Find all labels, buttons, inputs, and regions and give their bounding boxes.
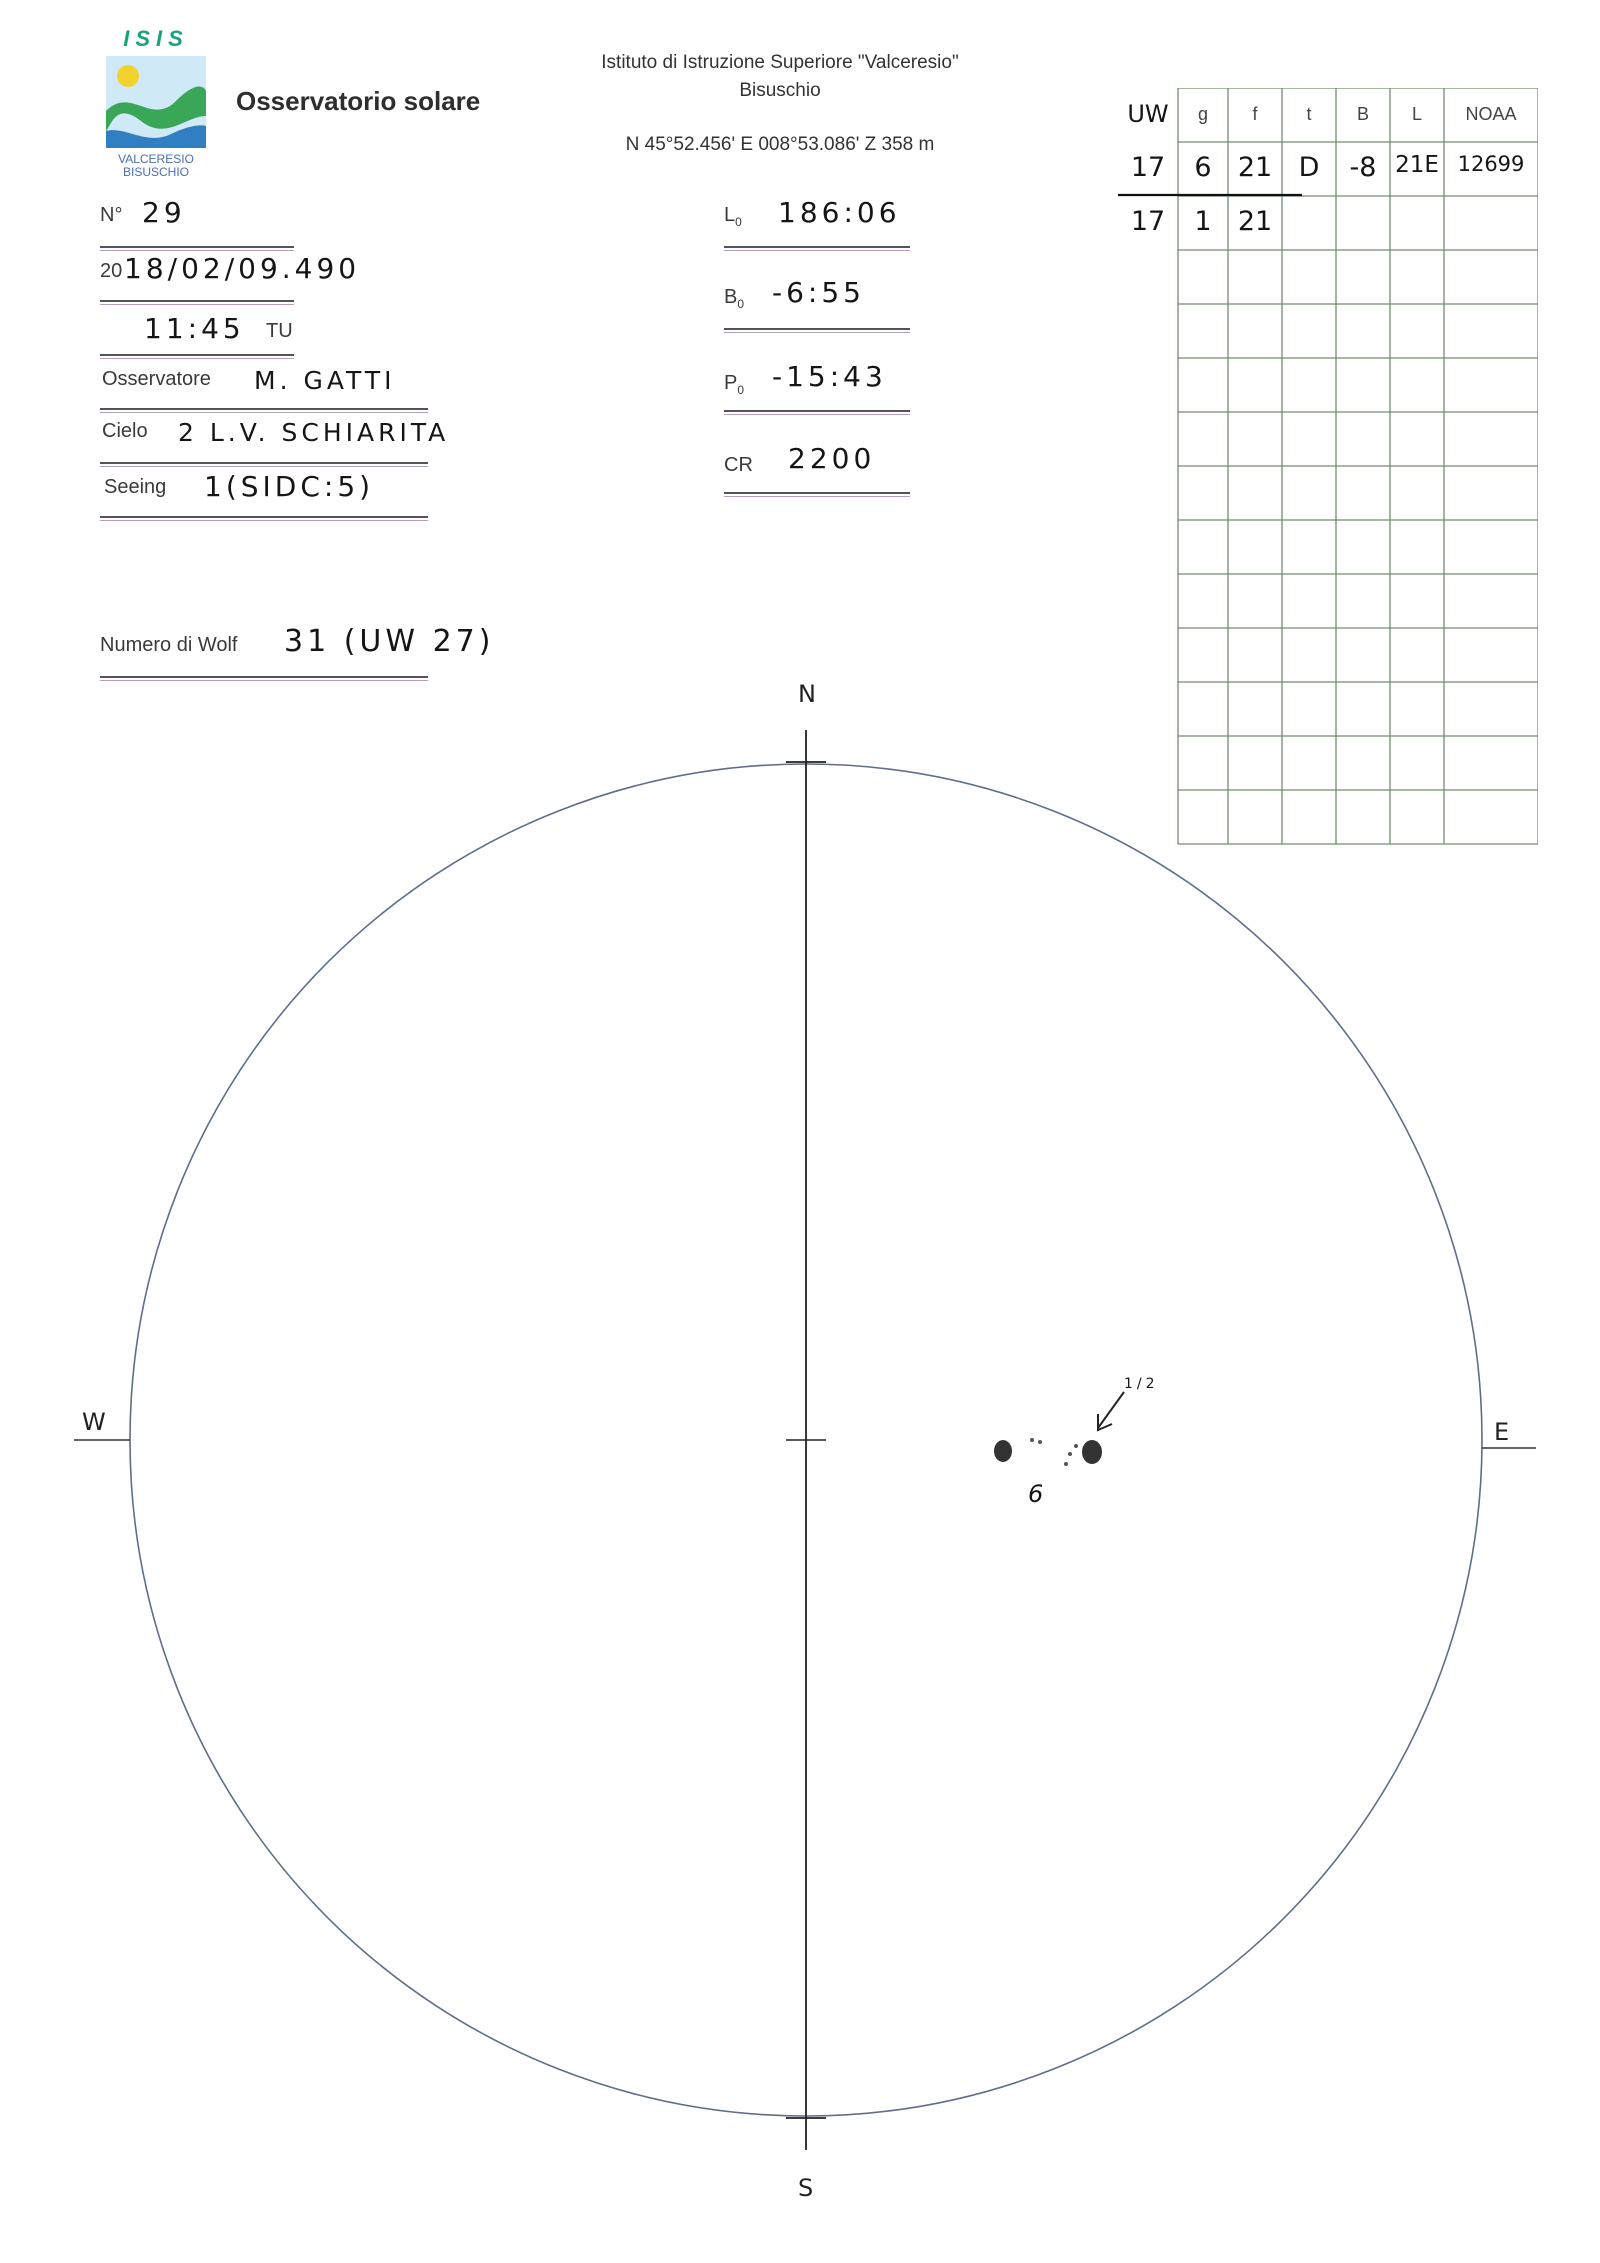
table-cell: 21 (1237, 152, 1273, 183)
b0-label: $B_0$ (724, 286, 745, 311)
wolf-number-value: 31 (UW 27) (284, 624, 495, 659)
seeing-label: Seeing (104, 476, 167, 498)
p0-value: -15:43 (772, 360, 887, 393)
wolf-number-label: Numero di Wolf (100, 634, 238, 656)
sky-label: Cielo (102, 420, 148, 442)
south-label: S (798, 2174, 814, 2202)
table-cell: -8 (1349, 152, 1377, 183)
table-header-b: B (1356, 104, 1369, 124)
table-cell: 21 (1237, 206, 1273, 237)
group-label: 6 (1028, 1480, 1048, 1508)
sunspot-pore (1038, 1440, 1042, 1444)
sunspot-pore (1074, 1444, 1078, 1448)
table-header-noaa: NOAA (1465, 104, 1517, 124)
observer-label: Osservatore (102, 368, 211, 390)
west-label: W (82, 1408, 106, 1436)
sunspot-pore (1068, 1452, 1072, 1456)
sunspot-pore (1064, 1462, 1068, 1466)
institute-town: Bisuschio (739, 80, 821, 101)
number-value: 29 (142, 196, 186, 229)
date-value: 18/02/09.490 (124, 252, 361, 285)
observatory-coordinates: N 45°52.456' E 008°53.086' Z 358 m (625, 134, 935, 155)
table-cell: 12699 (1457, 152, 1525, 176)
sunspot-leader (994, 1440, 1012, 1462)
table-header-uw: UW (1127, 100, 1169, 128)
date-prefix: 20 (100, 260, 123, 282)
app-title: Osservatorio solare (236, 86, 481, 116)
arrow-icon (1098, 1392, 1124, 1428)
time-value: 11:45 (144, 312, 245, 345)
logo-text-line2: BISUSCHIO (122, 165, 189, 179)
number-label: N° (100, 204, 123, 226)
arrow-label: 1/2 (1124, 1376, 1159, 1392)
table-cell: 1 (1194, 206, 1212, 237)
table-header-g: g (1197, 104, 1208, 124)
institute-name: Istituto di Istruzione Superiore "Valceresio" (601, 52, 959, 73)
sunspot-pore (1030, 1438, 1034, 1442)
l0-label: $L_0$ (724, 204, 742, 229)
table-header-f: f (1252, 104, 1258, 124)
logo-text-line1: VALCERESIO (118, 152, 194, 166)
logo-acronym: ISIS (123, 26, 189, 51)
table-cell: 17 (1130, 152, 1166, 183)
l0-value: 186:06 (778, 196, 901, 229)
table-cell: 21E (1395, 152, 1439, 178)
seeing-value: 1(SIDC:5) (204, 470, 375, 503)
east-label: E (1494, 1418, 1510, 1446)
b0-value: -6:55 (772, 276, 865, 309)
arrowhead-icon (1098, 1414, 1112, 1430)
observer-value: M. GATTI (254, 366, 396, 395)
cr-value: 2200 (788, 442, 876, 475)
table-cell: 6 (1194, 152, 1212, 183)
table-cell: 17 (1130, 206, 1166, 237)
p0-label: $P_0$ (724, 372, 745, 397)
sky-value: 2 L.V. SCHIARITA (178, 418, 450, 447)
table-cell: D (1298, 152, 1320, 183)
time-suffix: TU (266, 320, 293, 342)
north-label: N (798, 680, 816, 708)
table-header-l: L (1411, 104, 1422, 124)
cr-label: CR (724, 454, 753, 476)
table-header-t: t (1306, 104, 1312, 124)
sunspot-follower (1082, 1440, 1102, 1464)
